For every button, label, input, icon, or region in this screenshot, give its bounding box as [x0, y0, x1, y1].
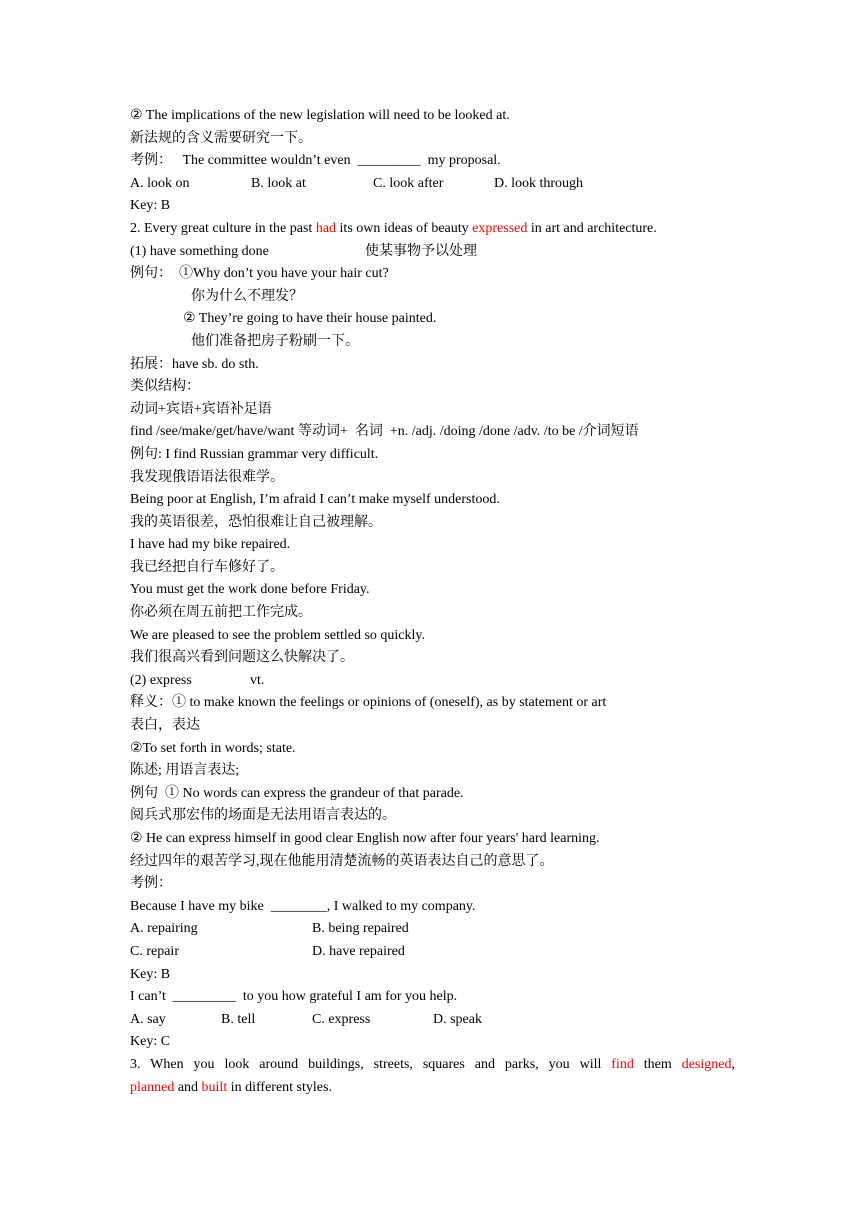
similar-structure-label: 类似结构： [130, 379, 200, 395]
option-d: D. speak [433, 1011, 482, 1027]
translation: 他们准备把房子粉刷一下。 [191, 333, 359, 349]
answer-key: Key: C [130, 1034, 171, 1050]
highlight-word: had [315, 220, 337, 236]
option-a: A. say [130, 1011, 166, 1027]
exam-question: 考例： The committee wouldn’t even _________ my proposal. [130, 153, 501, 169]
example-sentence: 例句 ① No words can express the grandeur of that parade. [130, 785, 464, 801]
answer-options [130, 941, 735, 964]
translation: 我发现俄语语法很难学。 [130, 469, 284, 485]
structure-detail: find /see/make/get/have/want 等动词+ 名词 +n. /adj. /doing /done /adv. /to be /介词短语 [130, 424, 639, 440]
option-c: C. repair [130, 943, 179, 959]
translation: 陈述; 用语言表达; [130, 763, 240, 779]
translation: 你为什么不理发？ [191, 288, 303, 304]
option-c: C. look after [373, 175, 444, 191]
example-sentence: ② The implications of the new legislation will need to be looked at. [130, 108, 510, 123]
translation: 阅兵式那宏伟的场面是无法用语言表达的。 [130, 808, 396, 824]
phrase-heading: (1) have something done 使某事物予以处理 [130, 243, 477, 259]
extension-note: 拓展：have sb. do sth. [130, 356, 259, 372]
highlight-word: find [611, 1056, 634, 1072]
section-heading-continued: planned and built in different styles. [130, 1079, 332, 1095]
example-sentence: I have had my bike repaired. [130, 537, 291, 553]
translation: 我们很高兴看到问题这么快解决了。 [130, 650, 354, 666]
translation: 你必须在周五前把工作完成。 [130, 605, 312, 621]
translation: 经过四年的艰苦学习,现在他能用清楚流畅的英语表达自己的意思了。 [130, 853, 554, 869]
translation: 我的英语很差，恐怕很难让自己被理解。 [130, 514, 382, 530]
phrase-heading: (2) express vt. [130, 672, 265, 688]
option-b: B. being repaired [312, 921, 409, 937]
translation: 新法规的含义需要研究一下。 [130, 130, 312, 146]
option-d: D. have repaired [312, 943, 405, 959]
example-sentence: You must get the work done before Friday. [130, 582, 370, 598]
exam-label: 考例： [130, 876, 172, 892]
definition: 释义：① to make known the feelings or opinions of (oneself), as by statement or art [130, 695, 607, 711]
exam-question: Because I have my bike ________, I walked to my company. [130, 898, 476, 914]
answer-key: Key: B [130, 966, 171, 982]
example-sentence: 例句: I find Russian grammar very difficult. [130, 446, 379, 462]
option-d: D. look through [494, 175, 584, 191]
example-sentence: Being poor at English, I’m afraid I can’t make myself understood. [130, 492, 500, 508]
answer-options [130, 1009, 735, 1032]
structure-formula: 动词+宾语+宾语补足语 [130, 401, 272, 417]
example-sentence: ② He can express himself in good clear English now after four years' hard learning. [130, 831, 600, 846]
definition: ②To set forth in words; state. [130, 740, 296, 756]
example-sentence: 例句： ①Why don’t you have your hair cut? [130, 266, 389, 282]
exam-question: I can’t _________ to you how grateful I am for you help. [130, 989, 458, 1005]
highlight-word: expressed [472, 220, 528, 236]
translation: 表白，表达 [130, 718, 200, 734]
section-heading: 3. When you look around buildings, streets, squares and parks, you will find them designed, [130, 1056, 735, 1072]
answer-options [130, 918, 735, 941]
option-a: A. repairing [130, 921, 198, 937]
option-b: B. tell [221, 1011, 256, 1027]
option-c: C. express [312, 1011, 371, 1027]
highlight-word: designed [681, 1056, 732, 1072]
highlight-word: built [201, 1079, 228, 1095]
answer-key: Key: B [130, 198, 171, 214]
example-sentence: ② They’re going to have their house painted. [183, 311, 437, 327]
translation: 我已经把自行车修好了。 [130, 559, 284, 575]
section-heading: 2. Every great culture in the past had its own ideas of beauty expressed in art and architecture. [130, 220, 657, 236]
option-a: A. look on [130, 175, 190, 191]
example-sentence: We are pleased to see the problem settled so quickly. [130, 627, 425, 643]
answer-options [130, 173, 735, 196]
highlight-word: planned [130, 1079, 175, 1095]
option-b: B. look at [251, 175, 306, 191]
document-page [130, 105, 735, 1099]
